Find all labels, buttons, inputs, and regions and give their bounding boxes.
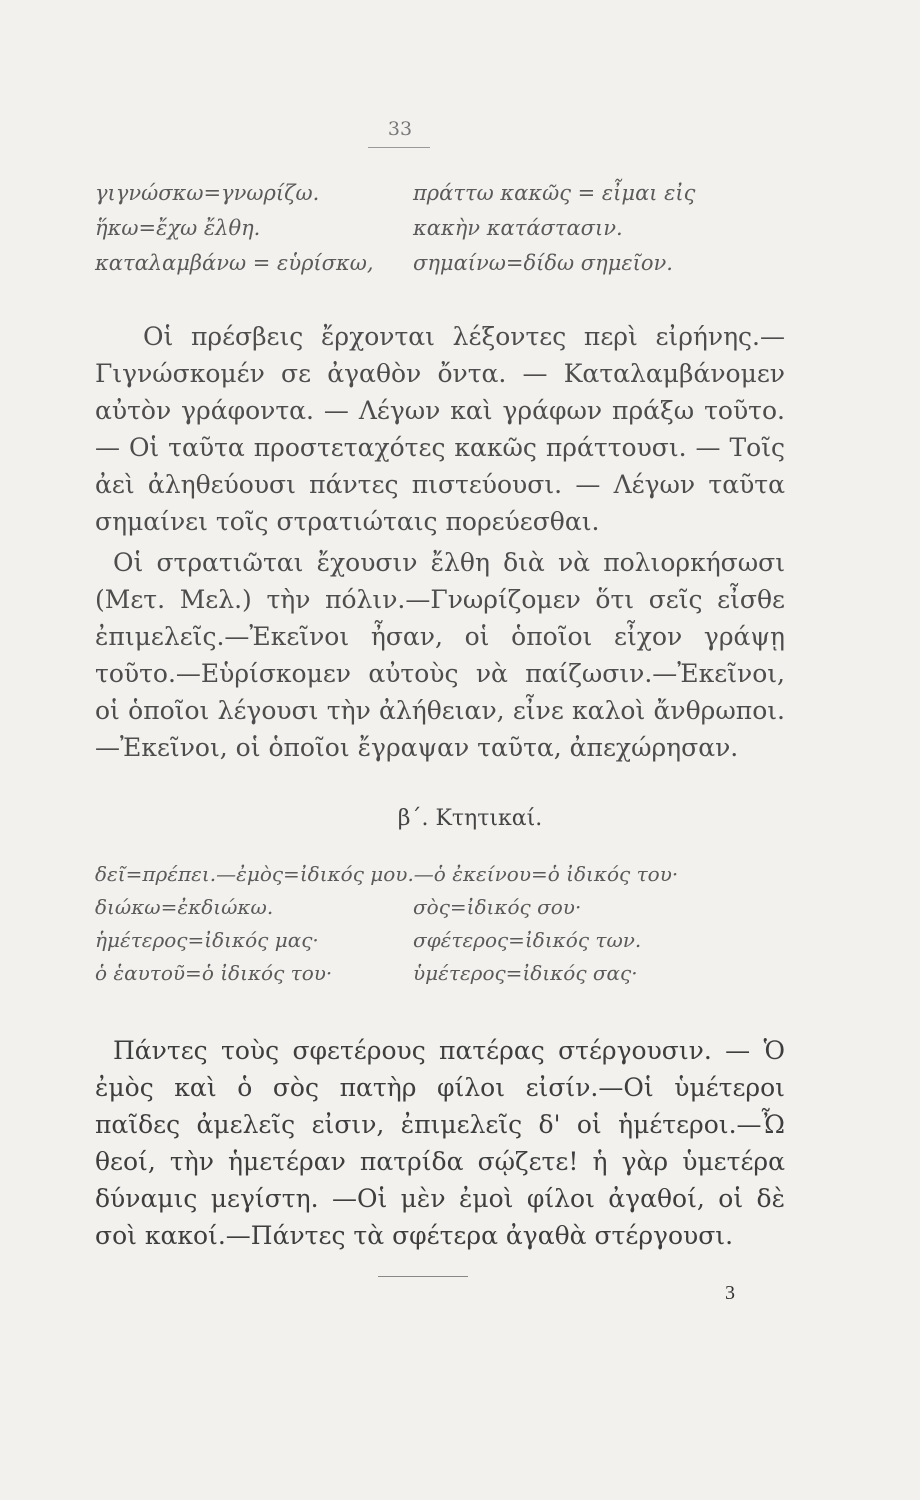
- page-number: 33: [387, 118, 413, 140]
- vocabulary-row: [95, 211, 835, 246]
- vocabulary-entry: σημαίνω=δίδω σημεῖον.: [413, 251, 673, 275]
- vocabulary-entry: δεῖ=πρέπει.—ἐμὸς=ἰδικός μου.—ὁ ἐκείνου=ὁ ἰδικός του·: [95, 862, 679, 886]
- vocabulary-row: [95, 176, 835, 211]
- printer-signature-mark: 3: [725, 1282, 735, 1304]
- vocabulary-row: [95, 246, 835, 281]
- exercise-paragraph-2: Οἱ στρατιῶται ἔχουσιν ἔλθη διὰ νὰ πολιορκήσωσι (Μετ. Μελ.) τὴν πόλιν.—Γνωρίζομεν ὅτι σεῖς εἶσθε ἐπιμελεῖς.—Ἐκεῖνοι ἦσαν, οἱ ὁποῖοι εἶχον γράψῃ τοῦτο.—Εὑρίσκομεν αὐτοὺς νὰ παίζωσιν.—Ἐκεῖνοι, οἱ ὁποῖοι λέγουσι τὴν ἀλήθειαν, εἶνε καλοὶ ἄνθρωποι.—Ἐκεῖνοι, οἱ ὁποῖοι ἔγραψαν ταῦτα, ἀπεχώρησαν.: [95, 548, 785, 762]
- vocabulary-entry: [678, 858, 835, 891]
- section-end-rule: [378, 1276, 468, 1277]
- vocabulary-entry: κακὴν κατάστασιν.: [413, 216, 623, 240]
- vocabulary-entry: ὁ ἑαυτοῦ=ὁ ἰδικός του·: [95, 961, 333, 985]
- vocabulary-row: [95, 924, 835, 957]
- vocabulary-row: [95, 858, 835, 891]
- section-heading: β΄. Κτητικαί.: [397, 806, 543, 831]
- vocabulary-entry: ὑμέτερος=ἰδικός σας·: [413, 961, 638, 985]
- page-number-rule: [368, 147, 430, 148]
- vocabulary-entry: ἥκω=ἔχω ἔλθη.: [95, 216, 261, 240]
- vocabulary-block-2: [95, 858, 835, 990]
- vocabulary-entry: σφέτερος=ἰδικός των.: [413, 928, 642, 952]
- vocabulary-row: [95, 957, 835, 990]
- vocabulary-entry: καταλαμβάνω = εὑρίσκω,: [95, 251, 374, 275]
- vocabulary-block-1: [95, 176, 835, 281]
- vocabulary-entry: ἡμέτερος=ἰδικός μας·: [95, 928, 319, 952]
- exercise-paragraph-1: Οἱ πρέσβεις ἔρχονται λέξοντες περὶ εἰρήνης.—Γιγνώσκομέν σε ἀγαθὸν ὄντα. — Καταλαμβάνομεν αὐτὸν γράφοντα. — Λέγων καὶ γράφων πράξω τοῦτο. — Οἱ ταῦτα προστεταχότες κακῶς πράττουσι. — Τοῖς ἀεὶ ἀληθεύουσι πάντες πιστεύουσι. — Λέγων ταῦτα σημαίνει τοῖς στρατιώταις πορεύεσθαι.: [95, 322, 785, 536]
- vocabulary-entry: σὸς=ἰδικός σου·: [413, 895, 582, 919]
- vocabulary-entry: διώκω=ἐκδιώκω.: [95, 895, 274, 919]
- vocabulary-row: [95, 891, 835, 924]
- vocabulary-entry: γιγνώσκω=γνωρίζω.: [95, 181, 320, 205]
- exercise-paragraph-3: Πάντες τοὺς σφετέρους πατέρας στέργουσιν. — Ὁ ἐμὸς καὶ ὁ σὸς πατὴρ φίλοι εἰσίν.—Οἱ ὑμέτεροι παῖδες ἀμελεῖς εἰσιν, ἐπιμελεῖς δ' οἱ ἡμέτεροι.—Ὦ θεοί, τὴν ἡμετέραν πατρίδα σῴζετε! ἡ γὰρ ὑμετέρα δύναμις μεγίστη. —Οἱ μὲν ἐμοὶ φίλοι ἀγαθοί, οἱ δὲ σοὶ κακοί.—Πάντες τὰ σφέτερα ἀγαθὰ στέργουσι.: [95, 1036, 785, 1250]
- vocabulary-entry: πράττω κακῶς = εἶμαι εἰς: [413, 181, 696, 205]
